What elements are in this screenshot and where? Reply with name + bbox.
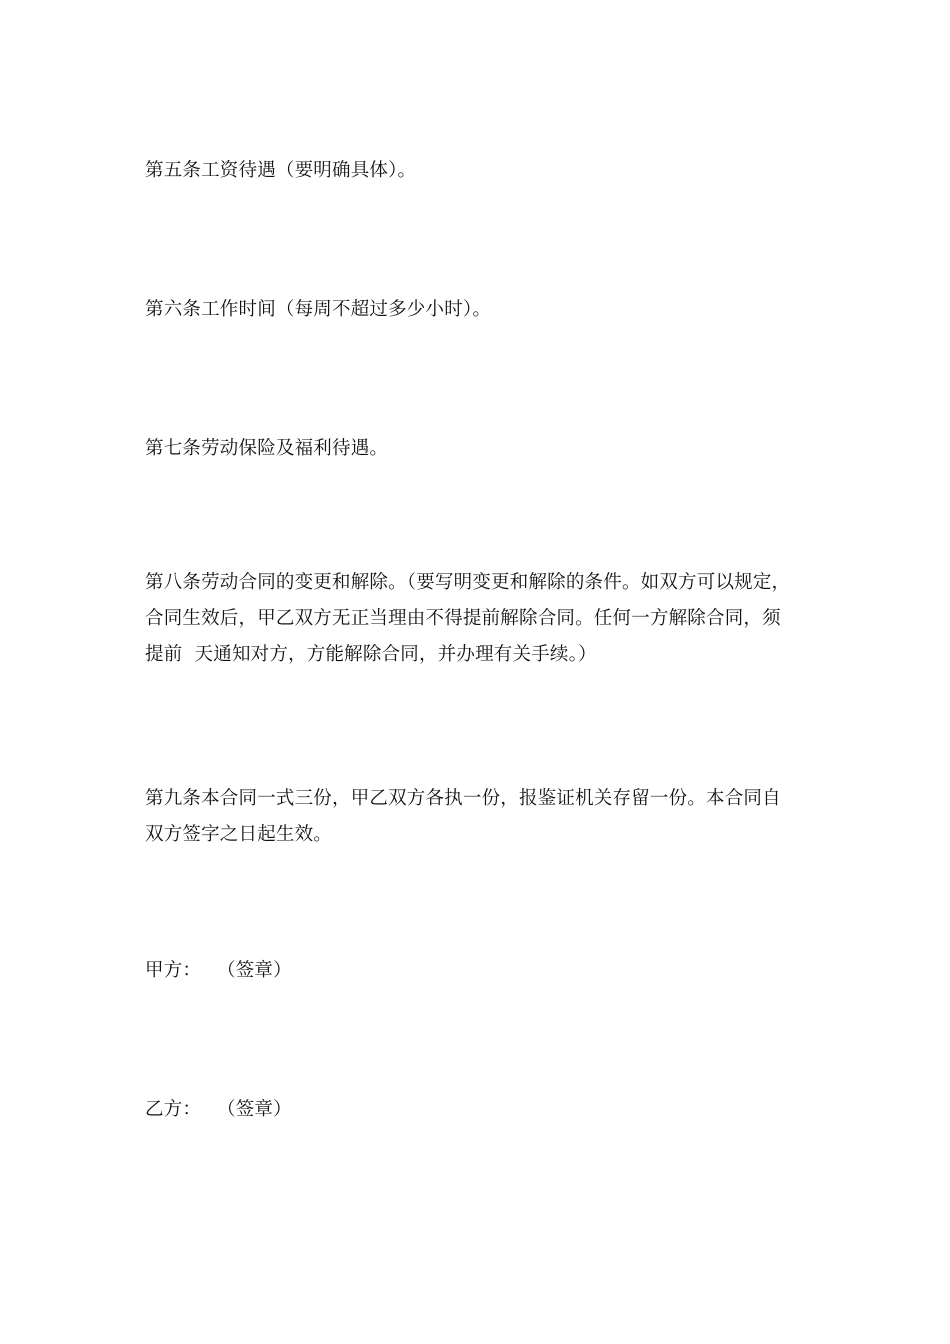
clause-7-insurance-benefits: [145, 431, 810, 467]
clause-5-wages: [145, 153, 810, 189]
party-a-seal: （签章）: [217, 960, 292, 981]
clause-8-change-termination: [145, 565, 810, 673]
clause-9-copies-effect: [145, 781, 810, 853]
party-a-label: 甲方：: [145, 960, 202, 981]
clause-6-text: 第六条工作时间（每周不超过多少小时）。: [145, 299, 492, 320]
party-b-signature-line: [145, 1092, 810, 1128]
clause-8-line-2: 合同生效后，甲乙双方无正当理由不得提前解除合同。任何一方解除合同，须: [145, 608, 781, 629]
clause-6-working-hours: [145, 292, 810, 328]
party-b-label: 乙方：: [145, 1099, 202, 1120]
clause-9-line-2: 双方签字之日起生效。: [145, 824, 333, 845]
clause-5-text: 第五条工资待遇（要明确具体）。: [145, 160, 417, 181]
clause-8-line-3: 提前 天通知对方，方能解除合同，并办理有关手续。）: [145, 644, 597, 665]
clause-8-line-1: 第八条劳动合同的变更和解除。（要写明变更和解除的条件。如双方可以规定，: [145, 572, 791, 593]
party-a-signature-line: [145, 953, 810, 989]
clause-7-text: 第七条劳动保险及福利待遇。: [145, 438, 389, 459]
party-b-seal: （签章）: [217, 1099, 292, 1120]
clause-9-line-1: 第九条本合同一式三份，甲乙双方各执一份，报鉴证机关存留一份。本合同自: [145, 788, 781, 809]
